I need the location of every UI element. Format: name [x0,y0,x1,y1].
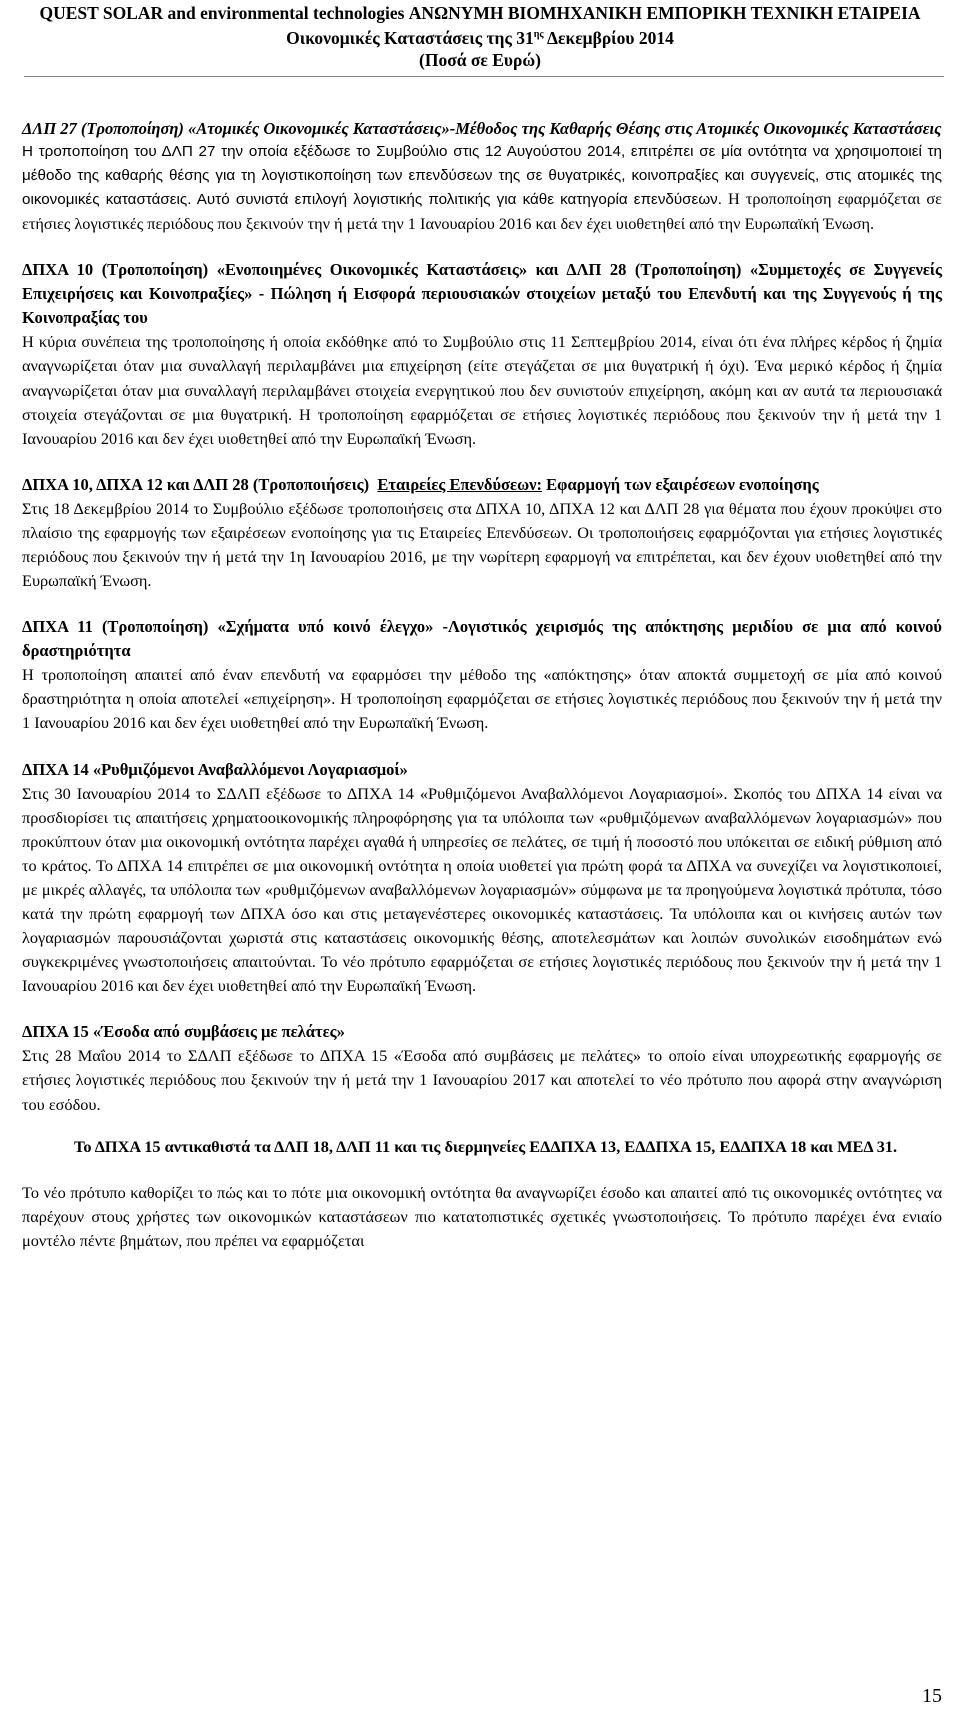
currency-note: (Ποσά σε Ευρώ) [419,49,541,70]
section-ifrs14 [22,758,942,999]
section-investment-entities [22,473,942,593]
section-ifrs10-ias28 [22,258,942,450]
section-title: ΔΠΧΑ 15 «Έσοδα από συμβάσεις με πελάτες» [22,1022,345,1042]
section-title: ΔΠΧΑ 10 (Τροποποίηση) «Ενοποιημένες Οικονομικές Καταστάσεις» και ΔΛΠ 28 (Τροποποίηση) «Συμμετοχές σε Συγγενείς Επιχειρήσεις και Κοινοπραξίες» - Πώληση ή Εισφορά περιουσιακών στοιχείων μεταξύ του Επενδυτή και της Συγγενούς ή της Κοινοπραξίας του [22,260,942,328]
section-text-part1: Η τροποποίηση του ΔΛΠ 27 την οποία εξέδωσε το Συμβούλιο στις 12 Αυγούστου 2014, επιτρέπει σε μία οντότητα να χρησιμοποιεί τη μέθοδο της καθαρής θέσης για τη λογιστικοποίηση των επενδύσεων της σε θυγατρικές, κοινοπραξίες και συγγενείς, στις ατομικές της οικονομικές καταστάσεις. Αυτό συνιστά επιλογή λογιστικής πολιτικής για κάθε κατηγορία επενδύσεων. [22,143,942,209]
page-header [0,0,960,71]
page-number: 15 [922,1685,942,1707]
section-text: Στις 30 Ιανουαρίου 2014 το ΣΔΛΠ εξέδωσε το ΔΠΧΑ 14 «Ρυθμιζόμενοι Αναβαλλόμενοι Λογαριασμοί». Σκοπός του ΔΠΧΑ 14 είναι να προσδιορίσει τις απαιτήσεις χρηματοοικονομικής πληροφόρησης για τα υπόλοιπα των «ρυθμιζόμενων αναβαλλόμενων λογαριασμών» που προκύπτουν όταν μια οικονομική οντότητα παρέχει αγαθά ή υπηρεσίες σε πελάτες, σε τιμή ή ποσοστό που υπόκειται σε ειδική ρύθμιση από το κράτος. Το ΔΠΧΑ 14 επιτρέπει σε μια οικονομική οντότητα η οποία υιοθετεί για πρώτη φορά τα ΔΠΧΑ να συνεχίζει να λογιστικοποιεί, με μικρές αλλαγές, τα υπόλοιπα των «ρυθμιζόμενων αναβαλλόμενων λογαριασμών» σύμφωνα με τα προηγούμενα λογιστικά πρότυπα, τόσο κατά την πρώτη εφαρμογή των ΔΠΧΑ όσο και στις μεταγενέστερες οικονομικές καταστάσεις. Τα υπόλοιπα και οι κινήσεις αυτών των λογαριασμών παρουσιάζονται χωριστά στις καταστάσεις οικονομικής θέσης, αποτελεσμάτων και λοιπών συνολικών εισοδημάτων ενώ συγκεκριμένες γνωστοποιήσεις απαιτούνται. Το νέο πρότυπο εφαρμόζεται σε ετήσιες λογιστικές περιόδους που ξεκινούν την ή μετά την 1 Ιανουαρίου 2016 και δεν έχει υιοθετηθεί από την Ευρωπαϊκή Ένωση. [22,783,942,996]
section-text-continued: Το νέο πρότυπο καθορίζει το πώς και το πότε μια οικονομική οντότητα θα αναγνωρίζει έσοδο και απαιτεί από τις οικονομικές οντότητες να παρέχουν στους χρήστες των οικονομικών καταστάσεων πιο κατατοπιστικές σχετικές γνωστοποιήσεις. Το πρότυπο παρέχει ένα ενιαίο μοντέλο πέντε βημάτων, που πρέπει να εφαρμόζεται [22,1182,942,1250]
header-divider [24,76,944,77]
statements-date-post: Δεκεμβρίου 2014 [543,27,674,48]
statements-date-sup: ης [533,29,544,40]
page-content [22,118,942,1253]
section-text [22,140,942,236]
section-title [22,473,942,497]
section-text: Η κύρια συνέπεια της τροποποίησης ή οποία εκδόθηκε από το Συμβούλιο στις 11 Σεπτεμβρίου 2014, είναι ότι ένα πλήρες κέρδος ή ζημία αναγνωρίζεται όταν μια συναλλαγή περιλαμβάνει μια επιχείρηση (είτε στεγάζεται σε μια θυγατρική ή όχι). Ένα μερικό κέρδος ή ζημία αναγνωρίζεται όταν μια συναλλαγή περιλαμβάνει στοιχεία ενεργητικού που δεν συνιστούν επιχείρηση, ακόμη και αν αυτά τα περιουσιακά στοιχεία στεγάζονται σε μια θυγατρική. Η τροποποίηση εφαρμόζεται σε ετήσιες λογιστικές περιόδους που ξεκινούν την ή μετά την 1 Ιανουαρίου 2016 και δεν έχει υιοθετηθεί από την Ευρωπαϊκή Ένωση. [22,332,942,448]
section-text-part2: Η τροποποίηση εφαρμόζεται σε ετήσιες λογιστικές περιόδους που ξεκινούν την ή μετά την 1 Ιανουαρίου 2016 και δεν έχει υιοθετηθεί από την Ευρωπαϊκή Ένωση. [22,189,942,233]
section-ifrs15 [22,1020,942,1253]
section-title-part1: ΔΠΧΑ 10, ΔΠΧΑ 12 και ΔΛΠ 28 (Τροποποιήσεις) [22,474,370,494]
statements-date-pre: Οικονομικές Καταστάσεις της 31 [286,27,534,48]
section-text: Στις 18 Δεκεμβρίου 2014 το Συμβούλιο εξέδωσε τροποποιήσεις στα ΔΠΧΑ 10, ΔΠΧΑ 12 και ΔΛΠ 28 για θέματα που έχουν προκύψει στο πλαίσιο της εφαρμογής των εξαιρέσεων ενοποίησης για τις Εταιρείες Επενδύσεων. Οι τροποποιήσεις εφαρμόζονται για ετήσιες λογιστικές περιόδους που ξεκινούν την ή μετά την 1η Ιανουαρίου 2016, με την νωρίτερη εφαρμογή να επιτρέπεται, και δεν έχουν υιοθετηθεί από την Ευρωπαϊκή Ένωση. [22,498,942,591]
section-title: ΔΠΧΑ 14 «Ρυθμιζόμενοι Αναβαλλόμενοι Λογαριασμοί» [22,759,408,779]
section-title: ΔΛΠ 27 (Τροποποίηση) «Ατομικές Οικονομικές Καταστάσεις»-Μέθοδος της Καθαρής Θέσης στις Ατομικές Οικονομικές Καταστάσεις [22,119,942,138]
section-ifrs11 [22,615,942,735]
section-replaces-note: Το ΔΠΧΑ 15 αντικαθιστά τα ΔΛΠ 18, ΔΛΠ 11 και τις διερμηνείες ΕΔΔΠΧΑ 13, ΕΔΔΠΧΑ 15, ΕΔΔΠΧΑ 18 και ΜΕΔ 31. [74,1136,898,1156]
section-ias27 [22,118,942,236]
section-text: Στις 28 Μαΐου 2014 το ΣΔΛΠ εξέδωσε το ΔΠΧΑ 15 «Έσοδα από συμβάσεις με πελάτες» το οποίο είναι υποχρεωτικής εφαρμογής σε ετήσιες λογιστικές περιόδους που ξεκινούν την ή μετά την 1 Ιανουαρίου 2017 και αποτελεί το νέο πρότυπο που αφορά στην αναγνώριση του εσόδου. [22,1046,942,1114]
statements-date [0,24,960,49]
section-title-part2: Εταιρείες Επενδύσεων: [377,474,543,494]
section-title-part3: Εφαρμογή των εξαιρέσεων ενοποίησης [542,474,819,494]
section-text: Η τροποποίηση απαιτεί από έναν επενδυτή να εφαρμόσει την μέθοδο της «απόκτησης» όταν αποκτά συμμετοχή σε μία από κοινού δραστηριότητα η οποία αποτελεί «επιχείρηση». Η τροποποίηση εφαρμόζεται σε ετήσιες λογιστικές περιόδους που ξεκινούν την ή μετά την 1 Ιανουαρίου 2016 και δεν έχει υιοθετηθεί από την Ευρωπαϊκή Ένωση. [22,665,942,733]
section-title: ΔΠΧΑ 11 (Τροποποίηση) «Σχήματα υπό κοινό έλεγχο» -Λογιστικός χειρισμός της απόκτησης μεριδίου σε μια από κοινού δραστηριότητα [22,617,942,661]
company-name: QUEST SOLAR and environmental technologies ΑΝΩΝΥΜΗ ΒΙΟΜΗΧΑΝΙΚΗ ΕΜΠΟΡΙΚΗ ΤΕΧΝΙΚΗ ΕΤΑΙΡΕΙΑ [39,3,921,23]
